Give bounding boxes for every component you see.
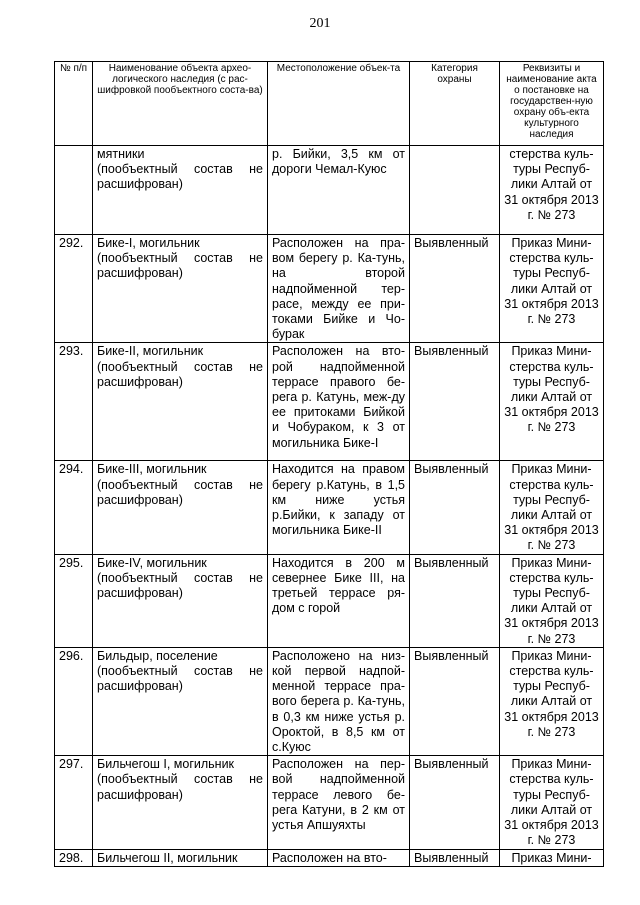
object-name: Бильдыр, поселение <box>97 648 218 663</box>
cell-protection-category <box>410 146 500 235</box>
cell-location: Находится на правом берегу р.Катунь, в 1,5 км ниже устья р.Бийки, к западу от могильника Бике-II <box>268 461 410 554</box>
object-composition-note: (пообъектный состав не расшифрован) <box>97 359 263 389</box>
cell-number: 293. <box>55 343 93 461</box>
cell-requisites: Приказ Мини-стерства куль-туры Респуб-лики Алтай от 31 октября 2013 г. № 273 <box>500 461 604 554</box>
cell-requisites: Приказ Мини-стерства куль-туры Респуб-лики Алтай от 31 октября 2013 г. № 273 <box>500 647 604 755</box>
cell-number: 297. <box>55 756 93 849</box>
object-name: Бике-II, могильник <box>97 344 204 359</box>
cell-object-name <box>93 461 268 554</box>
cell-number: 292. <box>55 235 93 343</box>
table-row <box>55 647 604 755</box>
cell-protection-category: Выявленный <box>410 461 500 554</box>
object-name: мятники <box>97 147 145 161</box>
table-row <box>55 461 604 554</box>
page-number: 201 <box>309 16 331 31</box>
table-row <box>55 146 604 235</box>
cell-location: Расположено на низ-кой первой надпой-менной террасе пра-вого берега р. Ка-тунь, в 0,3 км ниже устья р. Ороктой, в 8,5 км от с.Куюс <box>268 647 410 755</box>
table-row <box>55 756 604 849</box>
cell-number: 295. <box>55 554 93 647</box>
object-name: Бике-III, могильник <box>97 462 207 477</box>
cell-requisites: Приказ Мини-стерства куль-туры Респуб-лики Алтай от 31 октября 2013 г. № 273 <box>500 554 604 647</box>
cell-object-name <box>93 554 268 647</box>
object-name: Бике-I, могильник <box>97 236 200 250</box>
cell-number: 298. <box>55 849 93 866</box>
table-row <box>55 343 604 461</box>
cell-location: Расположен на пра-вом берегу р. Ка-тунь, на второй надпойменной тер-расе, между ее при-токами Бийке и Чо-бурак <box>268 235 410 343</box>
object-name: Бильчегош II, могильник <box>97 850 238 865</box>
object-composition-note: (пообъектный состав не расшифрован) <box>97 477 263 507</box>
cell-protection-category: Выявленный <box>410 343 500 461</box>
table-row <box>55 849 604 866</box>
header-location: Местоположение объек-та <box>268 62 410 146</box>
cell-object-name <box>93 235 268 343</box>
cell-object-name <box>93 756 268 849</box>
object-name: Бике-IV, могильник <box>97 555 207 570</box>
cell-protection-category: Выявленный <box>410 235 500 343</box>
cell-protection-category: Выявленный <box>410 647 500 755</box>
cell-location: Расположен на вто- <box>268 849 410 866</box>
object-composition-note: (пообъектный состав не расшифрован) <box>97 772 263 802</box>
object-composition-note: (пообъектный состав не расшифрован) <box>97 570 263 601</box>
heritage-registry-table <box>54 61 604 867</box>
cell-location: Расположен на вто-рой надпойменной террасе правого бе-рега р. Катунь, меж-ду ее притоками Бийкой и Чобураком, к 3 от могильника Бике-I <box>268 343 410 461</box>
cell-location: р. Бийки, 3,5 км от дороги Чемал-Куюс <box>268 146 410 235</box>
cell-object-name <box>93 849 268 866</box>
cell-protection-category: Выявленный <box>410 554 500 647</box>
cell-requisites: Приказ Мини-стерства куль-туры Респуб-лики Алтай от 31 октября 2013 г. № 273 <box>500 343 604 461</box>
cell-object-name <box>93 146 268 235</box>
object-composition-note: (пообъектный состав не расшифрован) <box>97 251 263 281</box>
header-object-name: Наименование объекта архео-логического наследия (с рас-шифровкой пообъектного соста-ва) <box>93 62 268 146</box>
cell-protection-category: Выявленный <box>410 849 500 866</box>
cell-object-name <box>93 343 268 461</box>
header-number: № п/п <box>55 62 93 146</box>
object-composition-note: (пообъектный состав не расшифрован) <box>97 162 263 192</box>
cell-requisites: Приказ Мини- <box>500 849 604 866</box>
cell-location: Находится в 200 м севернее Бике III, на третьей террасе ря-дом с горой <box>268 554 410 647</box>
cell-protection-category: Выявленный <box>410 756 500 849</box>
cell-requisites: Приказ Мини-стерства куль-туры Респуб-лики Алтай от 31 октября 2013 г. № 273 <box>500 235 604 343</box>
table-row <box>55 235 604 343</box>
header-protection-category: Категория охраны <box>410 62 500 146</box>
table-row <box>55 554 604 647</box>
table-header-row <box>55 62 604 146</box>
cell-number: 296. <box>55 647 93 755</box>
cell-number: 294. <box>55 461 93 554</box>
cell-requisites: Приказ Мини-стерства куль-туры Респуб-лики Алтай от 31 октября 2013 г. № 273 <box>500 756 604 849</box>
cell-number <box>55 146 93 235</box>
cell-location: Расположен на пер-вой надпойменной террасе левого бе-рега Катуни, в 2 км от устья Апшуяхты <box>268 756 410 849</box>
cell-requisites: стерства куль-туры Респуб-лики Алтай от 31 октября 2013 г. № 273 <box>500 146 604 235</box>
object-name: Бильчегош I, могильник <box>97 757 235 772</box>
object-composition-note: (пообъектный состав не расшифрован) <box>97 664 263 694</box>
header-requisites: Реквизиты и наименование акта о постановке на государствен-ную охрану объ-екта культурного наследия <box>500 62 604 146</box>
cell-object-name <box>93 647 268 755</box>
